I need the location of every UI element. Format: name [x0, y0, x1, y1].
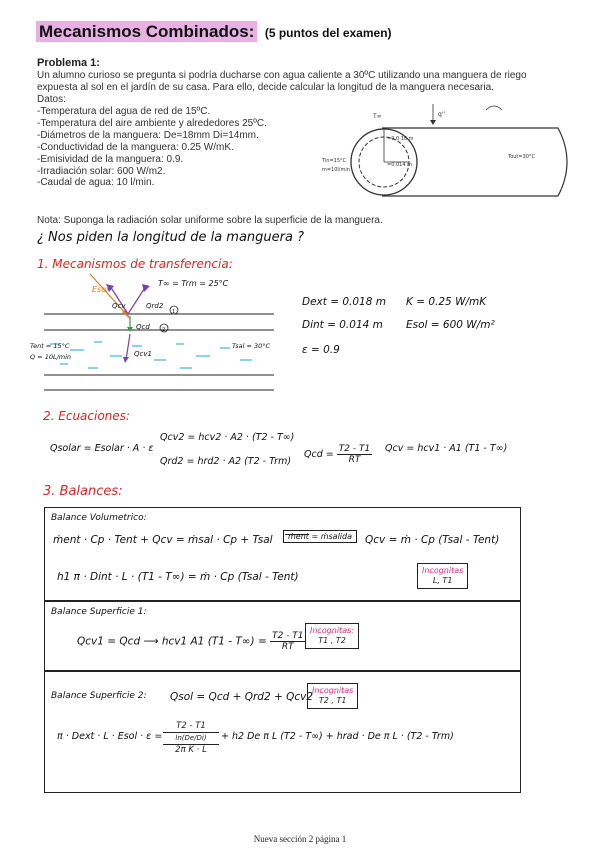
problem-heading: Problema 1:: [37, 57, 100, 69]
box2-eq: [77, 631, 306, 652]
hose-figure: [318, 100, 580, 205]
title-main: Mecanismos Combinados:: [36, 21, 257, 42]
dext-value: Dext = 0.018 m: [302, 296, 386, 308]
surf1-label: 1: [172, 309, 176, 315]
frac-mid: ln(De/Di): [163, 733, 219, 745]
title-subtitle: (5 puntos del examen): [264, 26, 392, 40]
eq-q-solar: Qsolar = Esolar · A · ε: [50, 443, 154, 454]
inlet-flow-label: m=10l/min: [322, 167, 350, 173]
emissivity-value: ε = 0.9: [302, 344, 340, 356]
data-item: -Emisividad de la manguera: 0.9.: [37, 153, 184, 165]
data-item: -Temperatura del aire ambiente y alrededores 25ºC.: [37, 117, 267, 129]
section2-heading: 2. Ecuaciones:: [43, 409, 130, 423]
dint-value: Dint = 0.014 m: [302, 319, 383, 331]
box3-eq-top: Qsol = Qcd + Qrd2 + Qcv2: [170, 691, 314, 703]
box3-unknowns: [307, 683, 358, 709]
q-label: q'': [438, 111, 446, 118]
page-title: [36, 22, 392, 42]
qcv-label: Qcv: [112, 302, 126, 310]
box3-eq-lhs: π · Dext · L · Esol · ε =: [57, 731, 163, 742]
k-value: K = 0.25 W/mK: [406, 296, 487, 308]
data-item: -Irradiación solar: 600 W/m2.: [37, 165, 166, 177]
balance-surface1-box: [44, 600, 521, 672]
frac-num: T2 - T1: [163, 721, 219, 733]
unknowns-title: Incognitas: [312, 686, 354, 695]
box2-eq-lhs: Qcv1 = Qcd ⟶ hcv1 A1 (T1 - T∞) =: [77, 635, 267, 648]
unknowns-values: T2 , T1: [318, 696, 347, 705]
problem-statement: Un alumno curioso se pregunta si podría ducharse con agua caliente a 30ºC utilizando una manguera de riego expuesta al sol en el jardín de su casa. Para ello, decide calcular la longitud de la manguera necesaria.: [37, 70, 527, 93]
box1-eq1b: Qcv = ṁ · Cp (Tsal - Tent): [365, 534, 500, 546]
section3-heading: 3. Balances:: [43, 484, 123, 499]
eq-q-cv: Qcv = hcv1 · A1 (T1 - T∞): [385, 443, 508, 454]
box1-title: Balance Volumetrico:: [51, 513, 147, 523]
t-top-label: T∞ = Trm = 25°C: [158, 279, 229, 288]
box3-eq-rhs: + h2 De π L (T2 - T∞) + hrad · De π L · (T2 - Trm): [221, 731, 454, 742]
box2-title: Balance Superficie 1:: [51, 607, 147, 617]
box3-title: Balance Superficie 2:: [51, 691, 147, 701]
rad-out-arrow: [128, 286, 146, 314]
box1-unknowns: [417, 563, 468, 589]
sun-arc: [486, 106, 502, 110]
problem-note: Nota: Suponga la radiación solar uniforme sobre la superficie de la manguera.: [37, 215, 383, 226]
conv-in-arrow: [126, 334, 130, 360]
box3-frac: [163, 721, 219, 756]
surf2-label: 2: [162, 327, 166, 333]
qcd-label: Qcd: [136, 323, 150, 331]
data-list: [37, 106, 267, 189]
frac-num: T2 - T1: [338, 444, 371, 454]
esol-label: Esol: [92, 285, 109, 294]
section1-heading: 1. Mecanismos de transferencia:: [37, 257, 233, 271]
box2-frac: [270, 631, 305, 652]
t-sal-label: Tsal = 30°C: [232, 342, 271, 350]
question-text: ¿ Nos piden la longitud de la manguera ?: [37, 230, 304, 245]
unknowns-values: L, T1: [432, 576, 453, 585]
unknowns-values: T1 , T2: [318, 636, 346, 645]
box1-eq2: h1 π · Dint · L · (T1 - T∞) = ṁ · Cp (Tsal - Tent): [57, 571, 299, 583]
data-item: -Temperatura del agua de red de 15ºC.: [37, 106, 211, 117]
eq-q-cv2: Qcv2 = hcv2 · A2 · (T2 - T∞): [160, 432, 295, 443]
inlet-label: Tin=15°C: [322, 158, 347, 164]
conv-in-arrow-head: [123, 357, 129, 363]
esol-value: Esol = 600 W/m²: [406, 319, 495, 331]
qrd2-label: Qrd2: [146, 302, 164, 310]
unknowns-title: Incognitas:: [310, 626, 354, 635]
din-label: =0,014 m: [387, 162, 412, 168]
eq-q-cd-frac: [337, 444, 372, 465]
t-ent-label: Tent = 15°C: [30, 342, 70, 350]
heat-arrow-head: [430, 120, 436, 125]
frac-den: RT: [281, 642, 294, 652]
page-footer: Nueva sección 2 página 1: [253, 834, 347, 844]
flow-label: Q = 10L/min: [30, 353, 72, 361]
heat-transfer-diagram: [30, 272, 292, 392]
balance-surface2-box: [44, 670, 521, 793]
t-inf-label: T∞: [373, 113, 382, 120]
data-item: -Caudal de agua: 10 l/min.: [37, 177, 155, 189]
box1-eq1: ṁent · Cp · Tent + Qcv = ṁsal · Cp + Tsal: [53, 534, 273, 546]
box1-mass-box: ṁent = ṁsalida: [283, 530, 357, 543]
balance-volumetric-box: [44, 507, 521, 602]
outlet-label: Tout=30°C: [508, 154, 535, 160]
dout-label: =0,0 18 m: [387, 136, 414, 142]
frac-num: T2 - T1: [272, 631, 304, 641]
data-heading: Datos:: [37, 94, 66, 105]
eq-q-cd: [304, 444, 372, 465]
data-item: -Diámetros de la manguera: De=18mm Di=14mm.: [37, 129, 259, 141]
frac-den: 2π K · L: [175, 745, 207, 755]
eq-q-cd-lhs: Qcd =: [304, 449, 334, 460]
qcv1-label: Qcv1: [134, 350, 152, 358]
data-item: -Conductividad de la manguera: 0.25 W/mK.: [37, 141, 234, 153]
unknowns-title: Incognitas: [422, 566, 464, 575]
eq-q-rd2: Qrd2 = hrd2 · A2 (T2 - Trm): [160, 456, 292, 467]
frac-den: RT: [348, 455, 361, 465]
box2-unknowns: [305, 623, 359, 649]
